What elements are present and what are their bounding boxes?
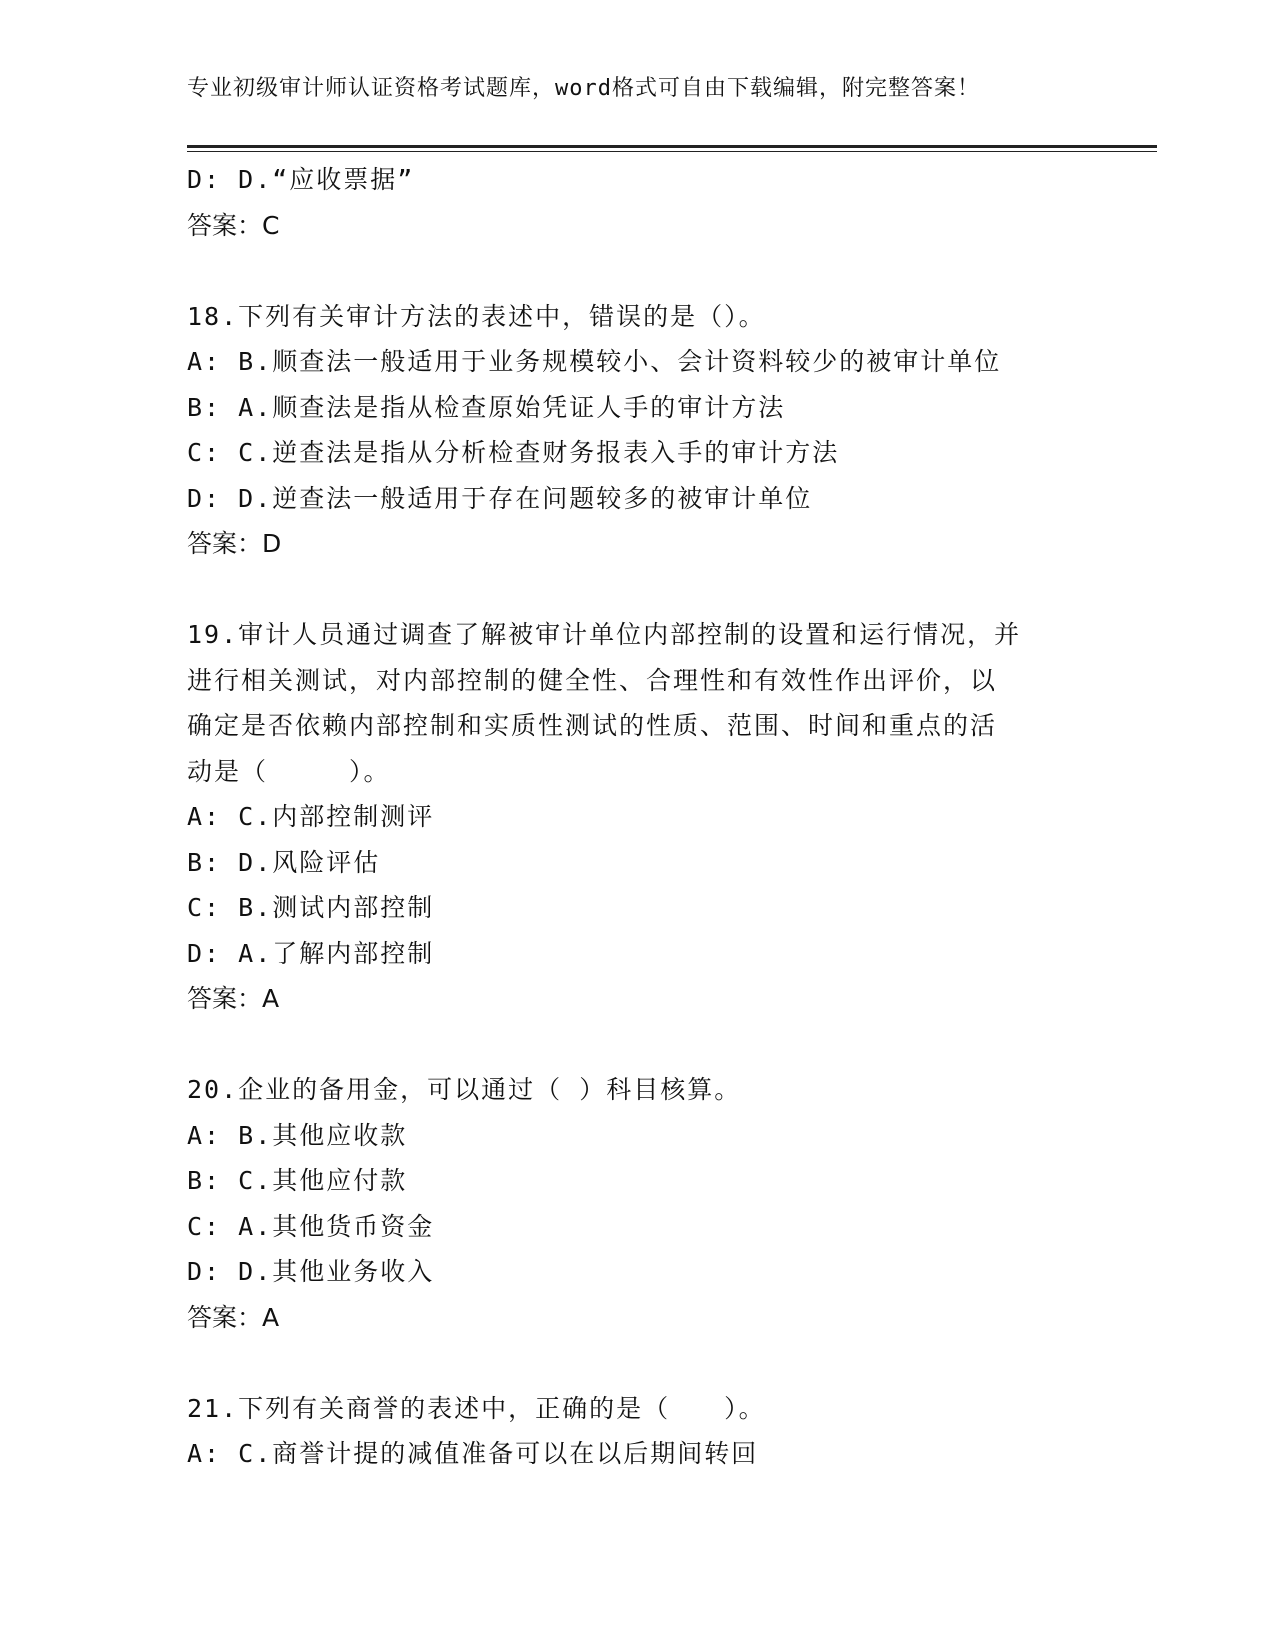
answer-line: 答案：A (187, 1302, 280, 1332)
spacer (187, 1022, 1087, 1068)
question-stem: 18.下列有关审计方法的表述中，错误的是（）。 (187, 301, 766, 331)
answer-line: 答案：C (187, 210, 280, 240)
question-stem: 21.下列有关商誉的表述中，正确的是（ ）。 (187, 1393, 766, 1423)
spacer (187, 248, 1087, 294)
option-c: C: B.测试内部控制 (187, 893, 435, 922)
spacer (187, 567, 1087, 613)
option-d: D: D.“应收票据” (187, 165, 415, 194)
answer-line: 答案：A (187, 984, 280, 1013)
header-rule-thin (187, 151, 1157, 152)
header-rule (187, 145, 1157, 148)
option-a: A: C.内部控制测评 (187, 802, 435, 831)
question-stem: 动是（ ）。 (187, 756, 391, 786)
option-b: B: C.其他应付款 (187, 1166, 408, 1195)
answer-line: 答案：D (187, 529, 282, 558)
option-c: C: C.逆查法是指从分析检查财务报表入手的审计方法 (187, 438, 840, 467)
question-stem: 19.审计人员通过调查了解被审计单位内部控制的设置和运行情况，并 (187, 620, 1022, 649)
option-d: D: D.其他业务收入 (187, 1257, 435, 1286)
question-content (187, 157, 1087, 1477)
option-b: B: D.风险评估 (187, 847, 381, 877)
question-stem: 确定是否依赖内部控制和实质性测试的性质、范围、时间和重点的活 (187, 711, 998, 740)
option-d: D: D.逆查法一般适用于存在问题较多的被审计单位 (187, 483, 813, 513)
spacer (187, 1340, 1087, 1386)
option-b: B: A.顺查法是指从检查原始凭证人手的审计方法 (187, 392, 786, 422)
option-a: A: B.其他应收款 (187, 1120, 408, 1150)
option-a: A: B.顺查法一般适用于业务规模较小、会计资料较少的被审计单位 (187, 347, 1002, 376)
option-d: D: A.了解内部控制 (187, 938, 435, 968)
option-a: A: C.商誉计提的减值准备可以在以后期间转回 (187, 1439, 759, 1468)
question-stem: 20.企业的备用金，可以通过（ ）科目核算。 (187, 1075, 742, 1104)
page-header: 专业初级审计师认证资格考试题库，word格式可自由下载编辑，附完整答案！ (187, 76, 980, 101)
question-stem: 进行相关测试，对内部控制的健全性、合理性和有效性作出评价，以 (187, 665, 998, 695)
option-c: C: A.其他货币资金 (187, 1211, 435, 1241)
